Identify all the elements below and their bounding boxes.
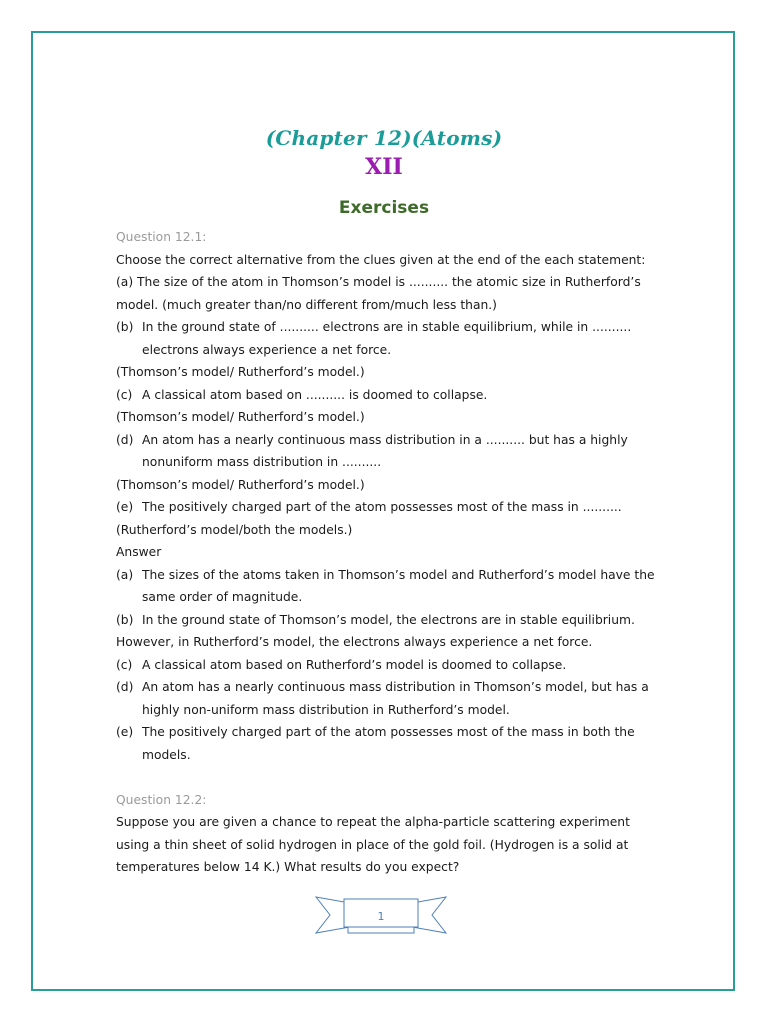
question-1-label: Question 12.1: [116, 230, 207, 244]
item-label: (a) [116, 567, 134, 582]
answer-item-e [116, 721, 661, 766]
item-label: (d) [116, 432, 134, 447]
answer-item-b [116, 609, 661, 632]
page-content [116, 226, 661, 879]
item-label: (c) [116, 657, 133, 672]
item-text: A classical atom based on .......... is doomed to collapse. [142, 387, 488, 402]
question-1-item-a: (a) The size of the atom in Thomson’s model is .......... the atomic size in Rutherford’s model. (much greater than/no different from/much less than.) [116, 275, 641, 312]
item-text: The sizes of the atoms taken in Thomson’s model and Rutherford’s model have the same order of magnitude. [142, 567, 655, 604]
question-1-item-e [116, 496, 661, 519]
question-2-label: Question 12.2: [116, 792, 207, 807]
spacer [116, 766, 661, 789]
item-text: In the ground state of Thomson’s model, the electrons are in stable equilibrium. [142, 612, 635, 627]
question-1-item-c [116, 384, 661, 407]
item-label: (b) [116, 320, 134, 334]
item-label: (c) [116, 387, 133, 402]
answer-label: Answer [116, 545, 162, 559]
item-text: An atom has a nearly continuous mass distribution in Thomson’s model, but has a highly non-uniform mass distribution in Rutherford’s model. [142, 680, 649, 717]
item-text: In the ground state of .......... electrons are in stable equilibrium, while in .......... electrons always experience a net force. [142, 320, 632, 357]
page-number: 1 [377, 910, 385, 923]
item-text: The positively charged part of the atom possesses most of the mass in both the models. [142, 725, 635, 762]
answer-item-c [116, 654, 661, 677]
question-1-intro: Choose the correct alternative from the clues given at the end of the each statement: [116, 252, 646, 267]
answer-item-d [116, 676, 661, 721]
item-text: An atom has a nearly continuous mass distribution in a .......... but has a highly nonuniform mass distribution in .......... [142, 432, 628, 469]
answer-item-b-continued: However, in Rutherford’s model, the electrons always experience a net force. [116, 635, 593, 649]
question-1-clue-c: (Thomson’s model/ Rutherford’s model.) [116, 410, 365, 424]
item-label: (d) [116, 680, 134, 694]
question-1-clue-b: (Thomson’s model/ Rutherford’s model.) [116, 365, 365, 379]
item-label: (e) [116, 725, 134, 739]
question-1-item-d [116, 429, 661, 474]
class-label: XII [365, 154, 403, 180]
question-1-item-b [116, 316, 661, 361]
question-1-clue-d: (Thomson’s model/ Rutherford’s model.) [116, 477, 365, 492]
item-text: A classical atom based on Rutherford’s model is doomed to collapse. [142, 657, 567, 672]
chapter-title: (Chapter 12)(Atoms) [265, 126, 503, 150]
item-text: The positively charged part of the atom possesses most of the mass in .......... [142, 500, 622, 514]
page-number-banner [314, 893, 448, 937]
section-title: Exercises [338, 198, 430, 218]
item-label: (e) [116, 500, 134, 514]
question-2-text: Suppose you are given a chance to repeat the alpha-particle scattering experiment using a thin sheet of solid hydrogen in place of the gold foil. (Hydrogen is a solid at temperatures below 14 K.) What results do you expect? [116, 815, 630, 874]
question-1-clue-e: (Rutherford’s model/both the models.) [116, 522, 353, 537]
item-label: (b) [116, 612, 134, 627]
answer-item-a [116, 564, 661, 609]
